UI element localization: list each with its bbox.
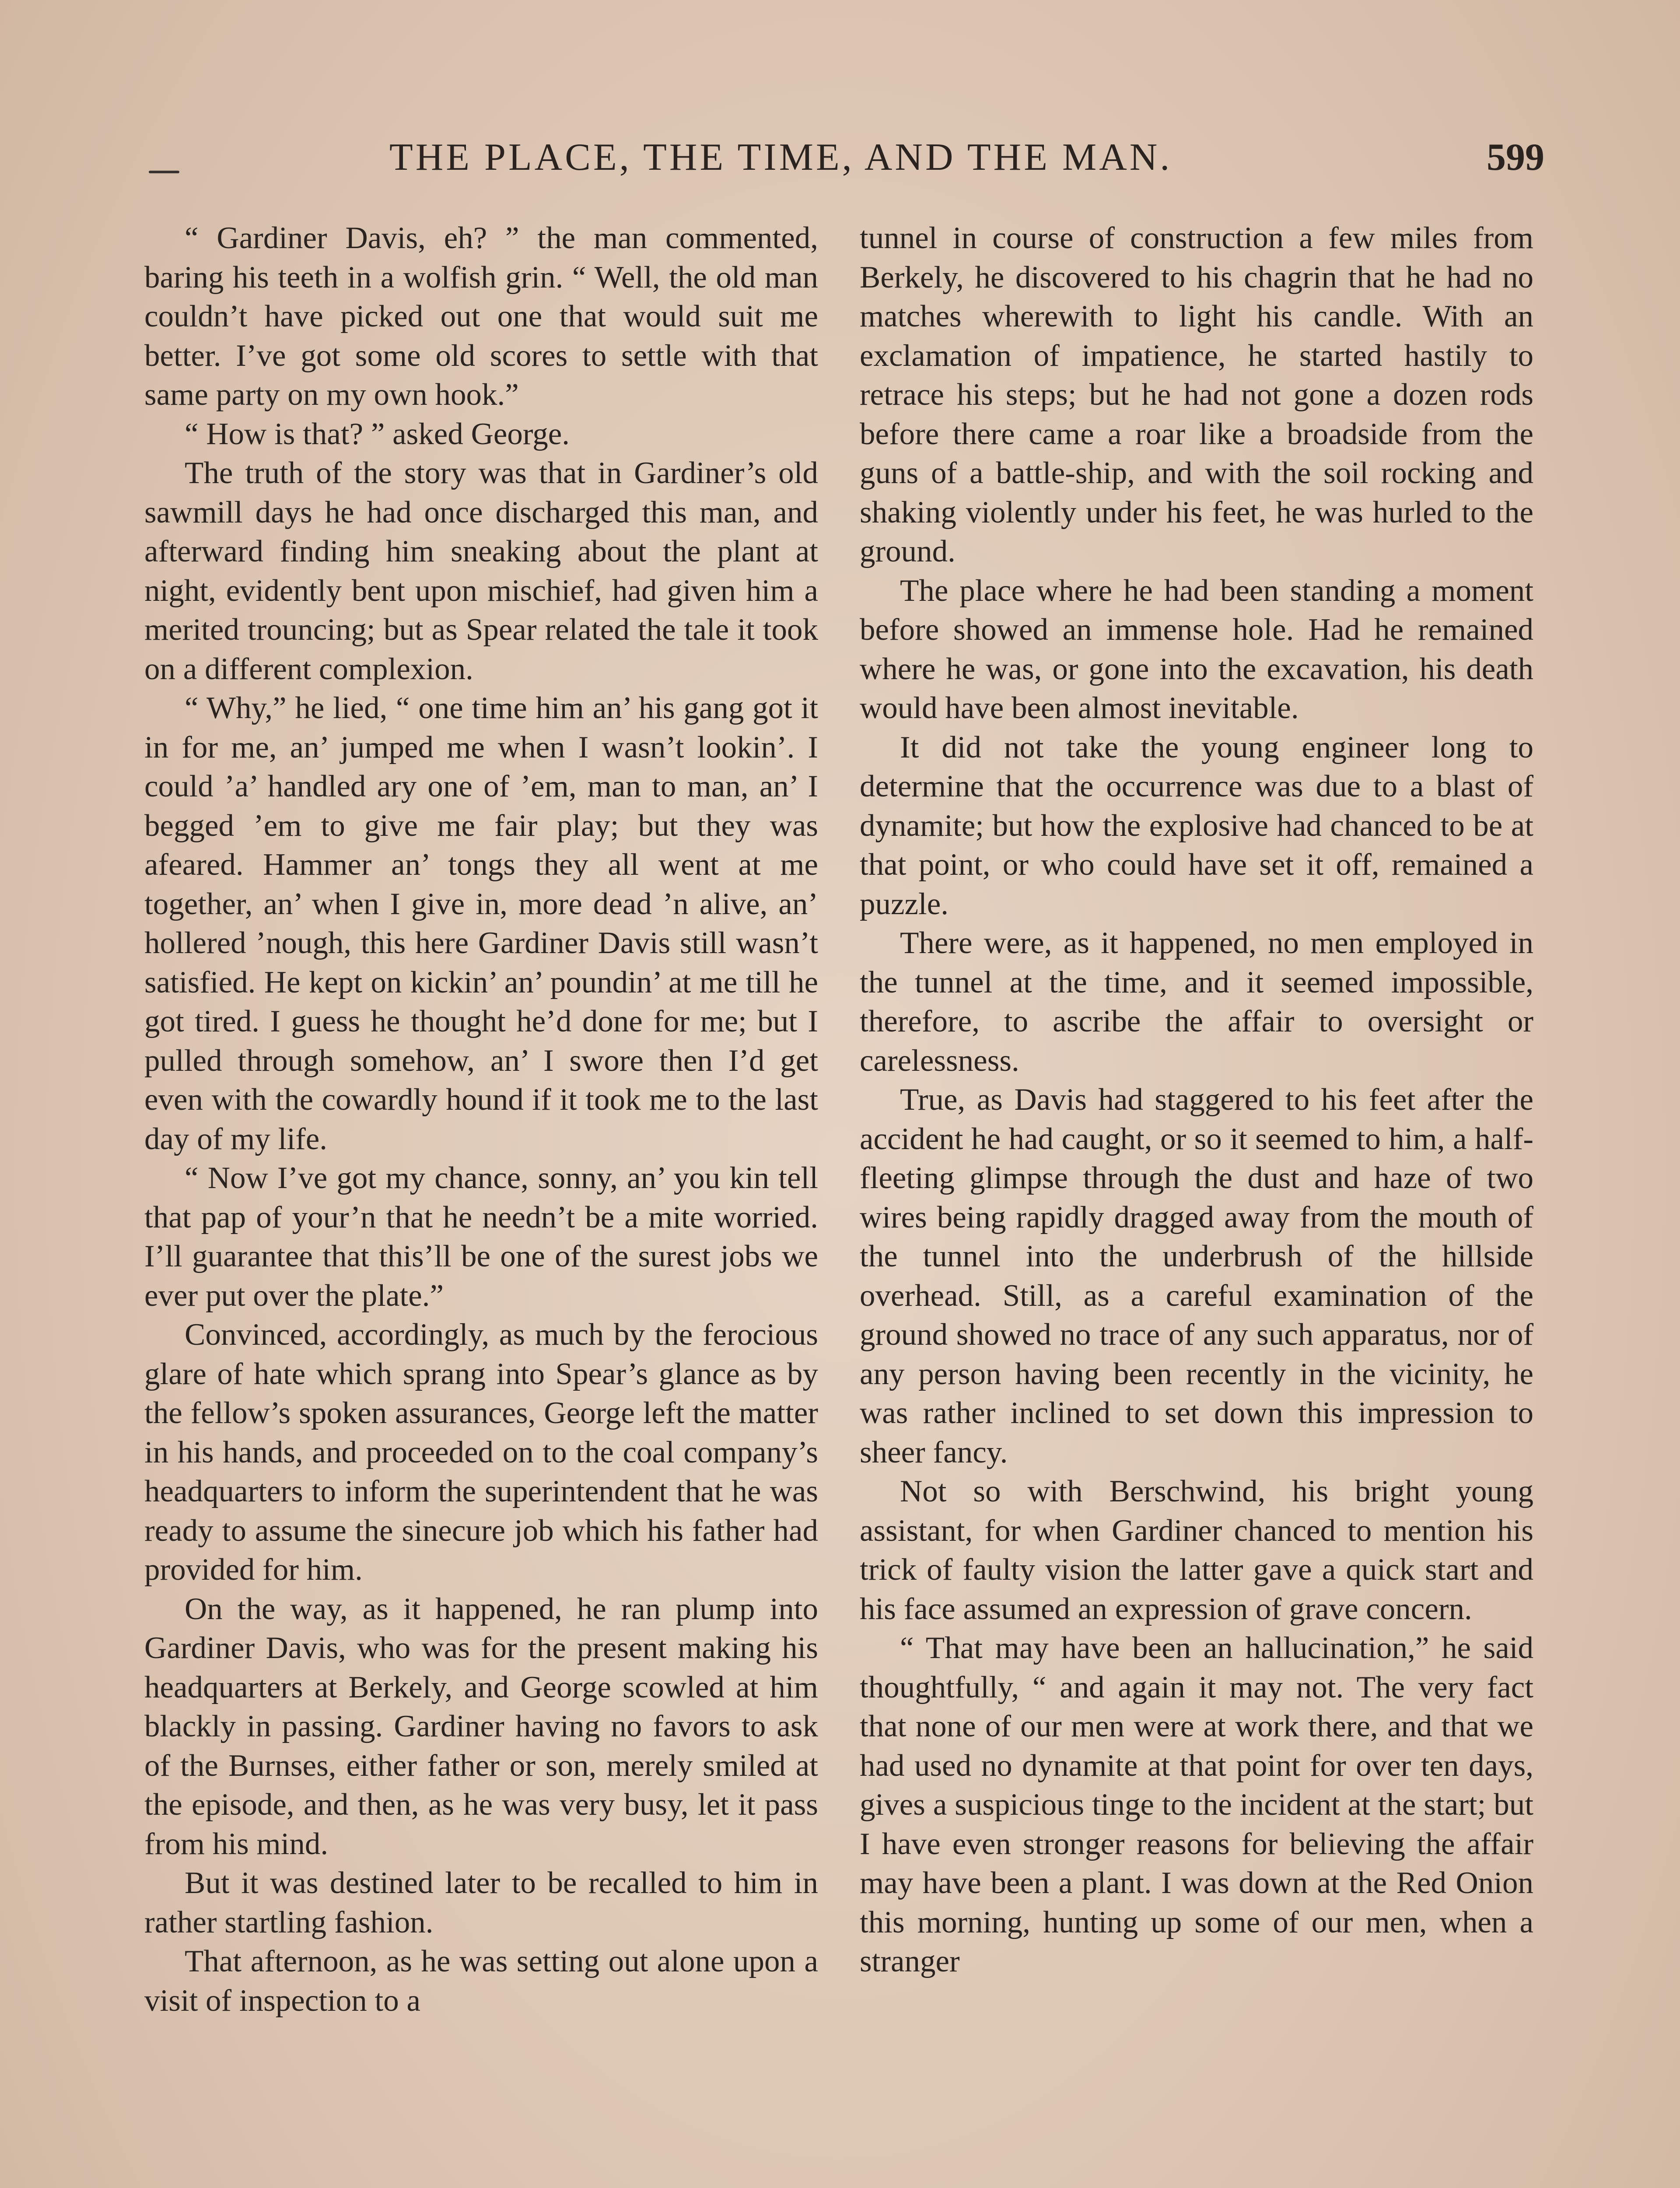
page-header: [144, 127, 1544, 188]
paragraph: tunnel in course of construction a few miles from Berkely, he discovered to his chagrin that he had no matches wherewith to light his candle. With an exclamation of impatience, he started hastily to retrace his steps; but he had not gone a dozen rods before there came a roar like a broadside from the guns of a battle-ship, and with the soil rocking and shaking violently under his feet, he was hurled to the ground.: [860, 221, 1533, 568]
paragraph: There were, as it happened, no men employed in the tunnel at the time, and it seemed impossible, therefore, to ascribe the affair to oversight or carelessness.: [860, 926, 1533, 1078]
paragraph: True, as Davis had staggered to his feet after the accident he had caught, or so it seemed to him, a half-fleeting glimpse through the dust and haze of two wires being rapidly dragged away from the mouth of the tunnel into the underbrush of the hillside overhead. Still, as a careful examination of the ground showed no trace of any such apparatus, nor of any person having been recently in the vicinity, he was rather inclined to set down this impression to sheer fancy.: [860, 1083, 1533, 1469]
paragraph: It did not take the young engineer long to determine that the occurrence was due to a blast of dynamite; but how the explosive had chanced to be at that point, or who could have set it off, remained a puzzle.: [860, 730, 1533, 921]
paragraph: The truth of the story was that in Gardiner’s old sawmill days he had once discharged this man, and afterward finding him sneaking about the plant at night, evidently bent upon mischief, had given him a merited trouncing; but as Spear related the tale it took on a different complexion.: [144, 456, 818, 686]
paragraph: But it was destined later to be recalled to him in rather startling fashion.: [144, 1866, 818, 1939]
page-number: 599: [1487, 136, 1544, 179]
paragraph: “ How is that? ” asked George.: [185, 417, 570, 451]
left-column: [144, 219, 818, 2188]
paragraph: That afternoon, as he was setting out alone upon a visit of inspection to a: [144, 1944, 818, 2018]
paragraph: “ Now I’ve got my chance, sonny, an’ you kin tell that pap of your’n that he needn’t be a mite worried. I’ll guarantee that this’ll be one of the surest jobs we ever put over the plate.”: [144, 1161, 818, 1313]
right-column: [860, 219, 1533, 2188]
paragraph: “ That may have been an hallucination,” he said thoughtfully, “ and again it may not. The very fact that none of our men were at work there, and that we had used no dynamite at that point for over ten days, gives a suspicious tinge to the incident at the start; but I have even stronger reasons for believing the affair may have been a plant. I was down at the Red Onion this morning, hunting up some of our men, when a stranger: [860, 1631, 1533, 1978]
paragraph: On the way, as it happened, he ran plump into Gardiner Davis, who was for the present making his headquarters at Berkely, and George scowled at him blackly in passing. Gardiner having no favors to ask of the Burnses, either father or son, merely smiled at the episode, and then, as he was very busy, let it pass from his mind.: [144, 1592, 818, 1861]
paragraph: Not so with Berschwind, his bright young assistant, for when Gardiner chanced to mention his trick of faulty vision the latter gave a quick start and his face assumed an expression of grave concern.: [860, 1474, 1533, 1626]
paragraph: The place where he had been standing a moment before showed an immense hole. Had he remained where he was, or gone into the excavation, his death would have been almost inevitable.: [860, 573, 1533, 725]
running-head: THE PLACE, THE TIME, AND THE MAN.: [389, 136, 1172, 179]
paragraph: “ Why,” he lied, “ one time him an’ his gang got it in for me, an’ jumped me when I wasn’t lookin’. I could ’a’ handled ary one of ’em, man to man, an’ I begged ’em to give me fair play; but they was afeared. Hammer an’ tongs they all went at me together, an’ when I give in, more dead ’n alive, an’ hollered ’nough, this here Gardiner Davis still wasn’t satisfied. He kept on kickin’ an’ poundin’ at me till he got tired. I guess he thought he’d done for me; but I pulled through somehow, an’ I swore then I’d get even with the cowardly hound if it took me to the last day of my life.: [144, 691, 818, 1156]
paragraph: “ Gardiner Davis, eh? ” the man commented, baring his teeth in a wolfish grin. “ Well, the old man couldn’t have picked out one that would suit me better. I’ve got some old scores to settle with that same party on my own hook.”: [144, 221, 818, 412]
paragraph: Convinced, accordingly, as much by the ferocious glare of hate which sprang into Spear’s glance as by the fellow’s spoken assurances, George left the matter in his hands, and proceeded on to the coal company’s headquarters to inform the superintendent that he was ready to assume the sinecure job which his father had provided for him.: [144, 1318, 818, 1587]
